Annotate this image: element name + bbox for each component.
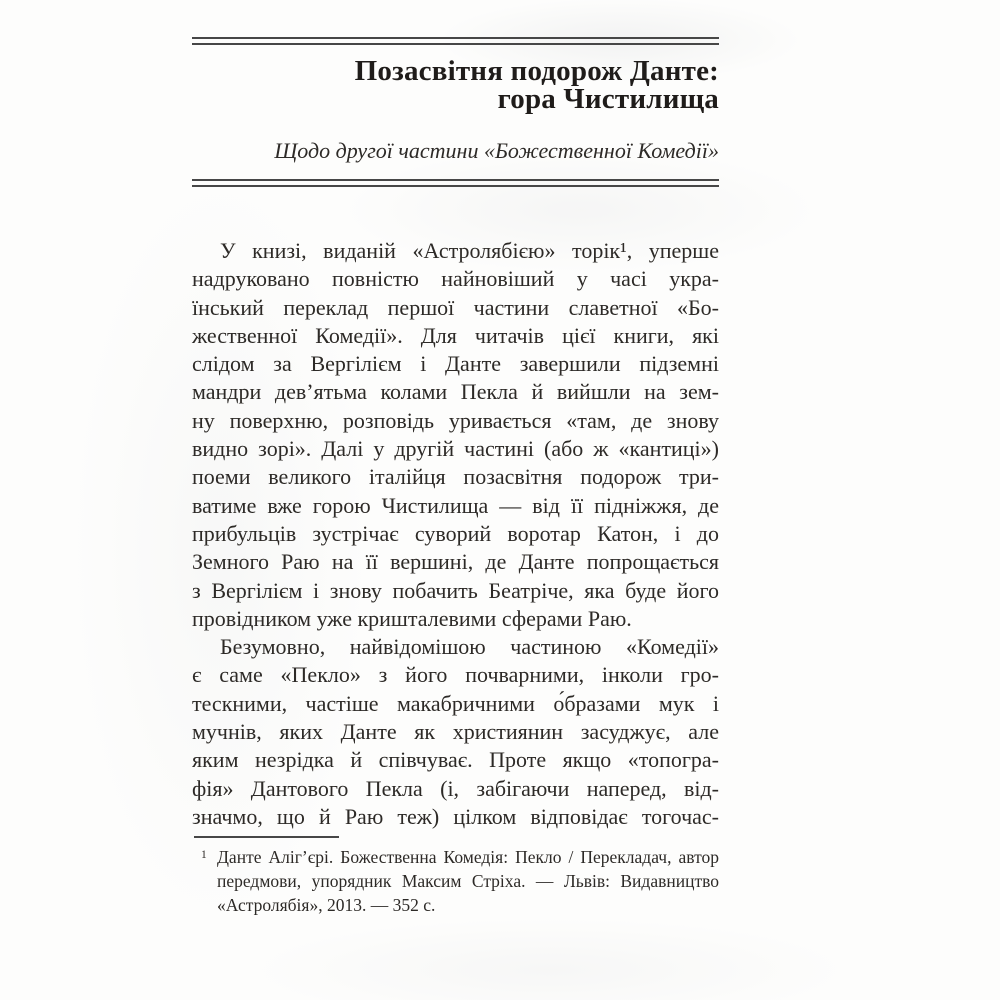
paragraph — [192, 237, 719, 633]
chapter-title-line2: гора Чистилища — [497, 83, 719, 115]
text-line: прибульців зустрічає суворий воротар Катон, і до — [192, 520, 719, 546]
text-line: з Вергілієм і знову побачить Беатріче, яка буде його — [192, 577, 719, 603]
text-line: мандри дев’ятьма колами Пекла й вийшли на зем- — [192, 379, 719, 405]
text-line: поеми великого італійця позасвітня подорож три- — [192, 464, 719, 490]
text-line: є саме «Пекло» з його почварними, інколи гро- — [192, 662, 719, 688]
text-line: ну поверхню, розповідь уривається «там, де знову — [192, 407, 719, 433]
text-line: мучнів, яких Данте як християнин засуджує, але — [192, 719, 719, 745]
text-line: жественної Комедії». Для читачів цієї книги, які — [192, 322, 719, 348]
page-content — [192, 0, 719, 1000]
chapter-subtitle: Щодо другої частини «Божественної Комедії» — [274, 138, 719, 163]
body-text — [192, 237, 719, 831]
text-line: значмо, що й Раю теж) цілком відповідає тогочас- — [192, 803, 719, 829]
text-line: їнський переклад першої частини славетної «Бо- — [192, 294, 719, 320]
text-line: Безумовно, найвідомішою частиною «Комедії» — [220, 634, 719, 660]
text-line: тескними, частіше макабричними о́бразами мук і — [192, 690, 719, 716]
text-line: «Астролябія», 2013. — 352 с. — [217, 895, 436, 915]
footnote-marker: 1 — [201, 849, 207, 861]
text-line: яким незрідка й співчуває. Проте якщо «топогра- — [192, 747, 719, 773]
paragraph — [192, 633, 719, 831]
text-line: Данте Аліг’єрі. Божественна Комедія: Пекло / Перекладач, автор — [217, 847, 719, 867]
double-rule-bottom — [192, 179, 719, 187]
text-line: ватиме вже горою Чистилища — від її підніжжя, де — [192, 492, 719, 518]
text-line: слідом за Вергілієм і Данте завершили підземні — [192, 351, 719, 377]
chapter-title — [192, 57, 719, 113]
text-line: видно зорі». Далі у другій частині (або ж «кантиці») — [192, 436, 719, 462]
text-line: передмови, упорядник Максим Стріха. — Львів: Видавництво — [217, 871, 719, 891]
double-rule-top — [192, 37, 719, 45]
chapter-title-line1: Позасвітня подорож Данте: — [354, 55, 719, 87]
footnote-rule — [194, 836, 339, 838]
text-line: Земного Раю на її вершині, де Данте попрощається — [192, 549, 719, 575]
text-line: фія» Дантового Пекла (і, забігаючи наперед, від- — [192, 775, 719, 801]
text-line: надруковано повністю найновіший у часі укра- — [192, 266, 719, 292]
text-line: У книзі, виданій «Астролябією» торік¹, уперше — [220, 238, 719, 263]
text-line: провідником уже кришталевими сферами Раю. — [192, 605, 632, 631]
footnote — [192, 845, 719, 917]
footnote-text — [217, 845, 719, 917]
